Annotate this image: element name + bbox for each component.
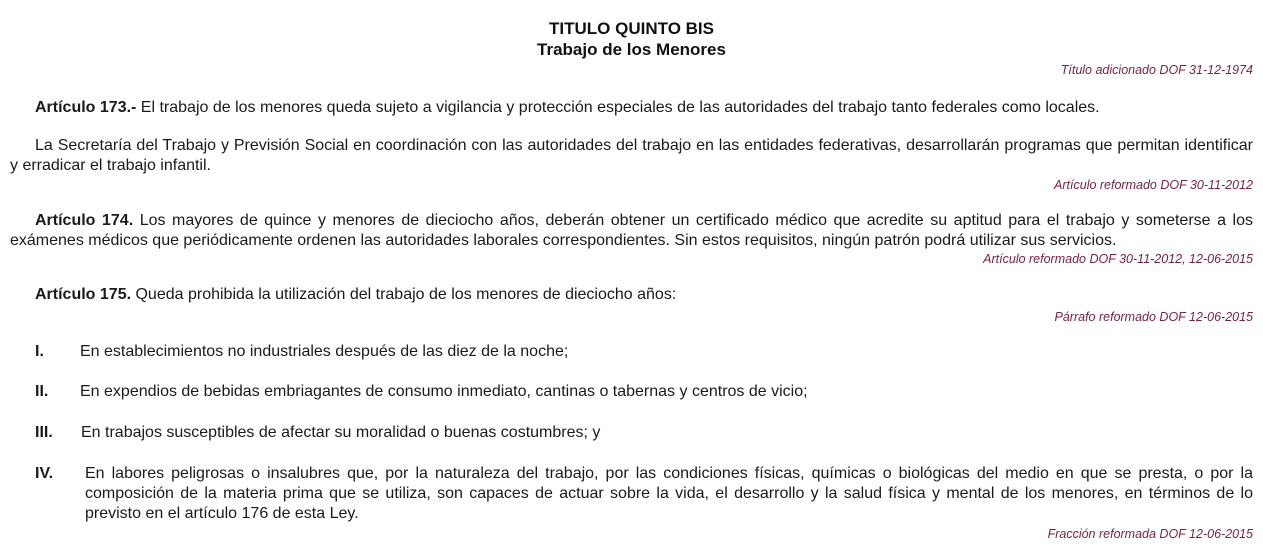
fraction-item	[35, 342, 1253, 362]
fraction-text: En labores peligrosas o insalubres que, por la naturaleza del trabajo, por las condiciones físicas, químicas o biológicas del medio en que se presta, o por la composición de la materia prima que se utiliza, son capaces de actuar sobre la vida, el desarrollo y la salud física y mental de los menores, en términos de lo previsto en el artículo 176 de esta Ley.	[85, 465, 1253, 522]
fraction-number: II.	[35, 383, 49, 400]
document-page	[10, 18, 1253, 542]
title-heading: TITULO QUINTO BIS	[549, 19, 714, 38]
article-174-reform-note: Artículo reformado DOF 30-11-2012, 12-06-2015	[983, 252, 1253, 266]
fraction-item	[35, 464, 1253, 524]
article-174-text: Los mayores de quince y menores de dieciocho años, deberán obtener un certificado médico que acredite su aptitud para el trabajo y someterse a los exámenes médicos que periódicamente ordenen las autoridades laborales correspondientes. Sin estos requisitos, ningún patrón podrá utilizar sus servicios.	[10, 212, 1254, 249]
article-173-reform-note: Artículo reformado DOF 30-11-2012	[1054, 178, 1253, 192]
article-175-reform-note: Párrafo reformado DOF 12-06-2015	[1054, 310, 1253, 324]
article-174-label: Artículo 174.	[35, 212, 134, 229]
title-reform-note: Título adicionado DOF 31-12-1974	[1060, 63, 1253, 77]
fraction-number: III.	[35, 424, 53, 441]
fraction-text: En expendios de bebidas embriagantes de consumo inmediato, cantinas o tabernas y centros de vicio;	[80, 383, 808, 400]
fraction-item	[35, 423, 1253, 443]
fraction-item	[35, 382, 1253, 402]
subtitle-heading: Trabajo de los Menores	[537, 40, 726, 59]
fraction-text: En establecimientos no industriales después de las diez de la noche;	[80, 343, 569, 360]
article-173-text: El trabajo de los menores queda sujeto a vigilancia y protección especiales de las autoridades del trabajo tanto federales como locales.	[136, 99, 1100, 116]
article-173-paragraph	[10, 98, 1253, 118]
fraction-reform-note: Fracción reformada DOF 12-06-2015	[1047, 527, 1253, 541]
article-175-paragraph	[10, 285, 1253, 305]
article-174-paragraph	[10, 211, 1253, 251]
article-173-paragraph-2: La Secretaría del Trabajo y Previsión Social en coordinación con las autoridades del trabajo en las entidades federativas, desarrollarán programas que permitan identificar y erradicar el trabajo infantil.	[10, 137, 1253, 174]
article-173-label: Artículo 173.-	[35, 99, 137, 116]
fraction-text: En trabajos susceptibles de afectar su moralidad o buenas costumbres; y	[81, 424, 601, 441]
article-175-label: Artículo 175.	[35, 286, 132, 303]
fraction-number: IV.	[35, 465, 54, 482]
fraction-number: I.	[35, 343, 44, 360]
article-175-text: Queda prohibida la utilización del trabajo de los menores de dieciocho años:	[131, 286, 677, 303]
